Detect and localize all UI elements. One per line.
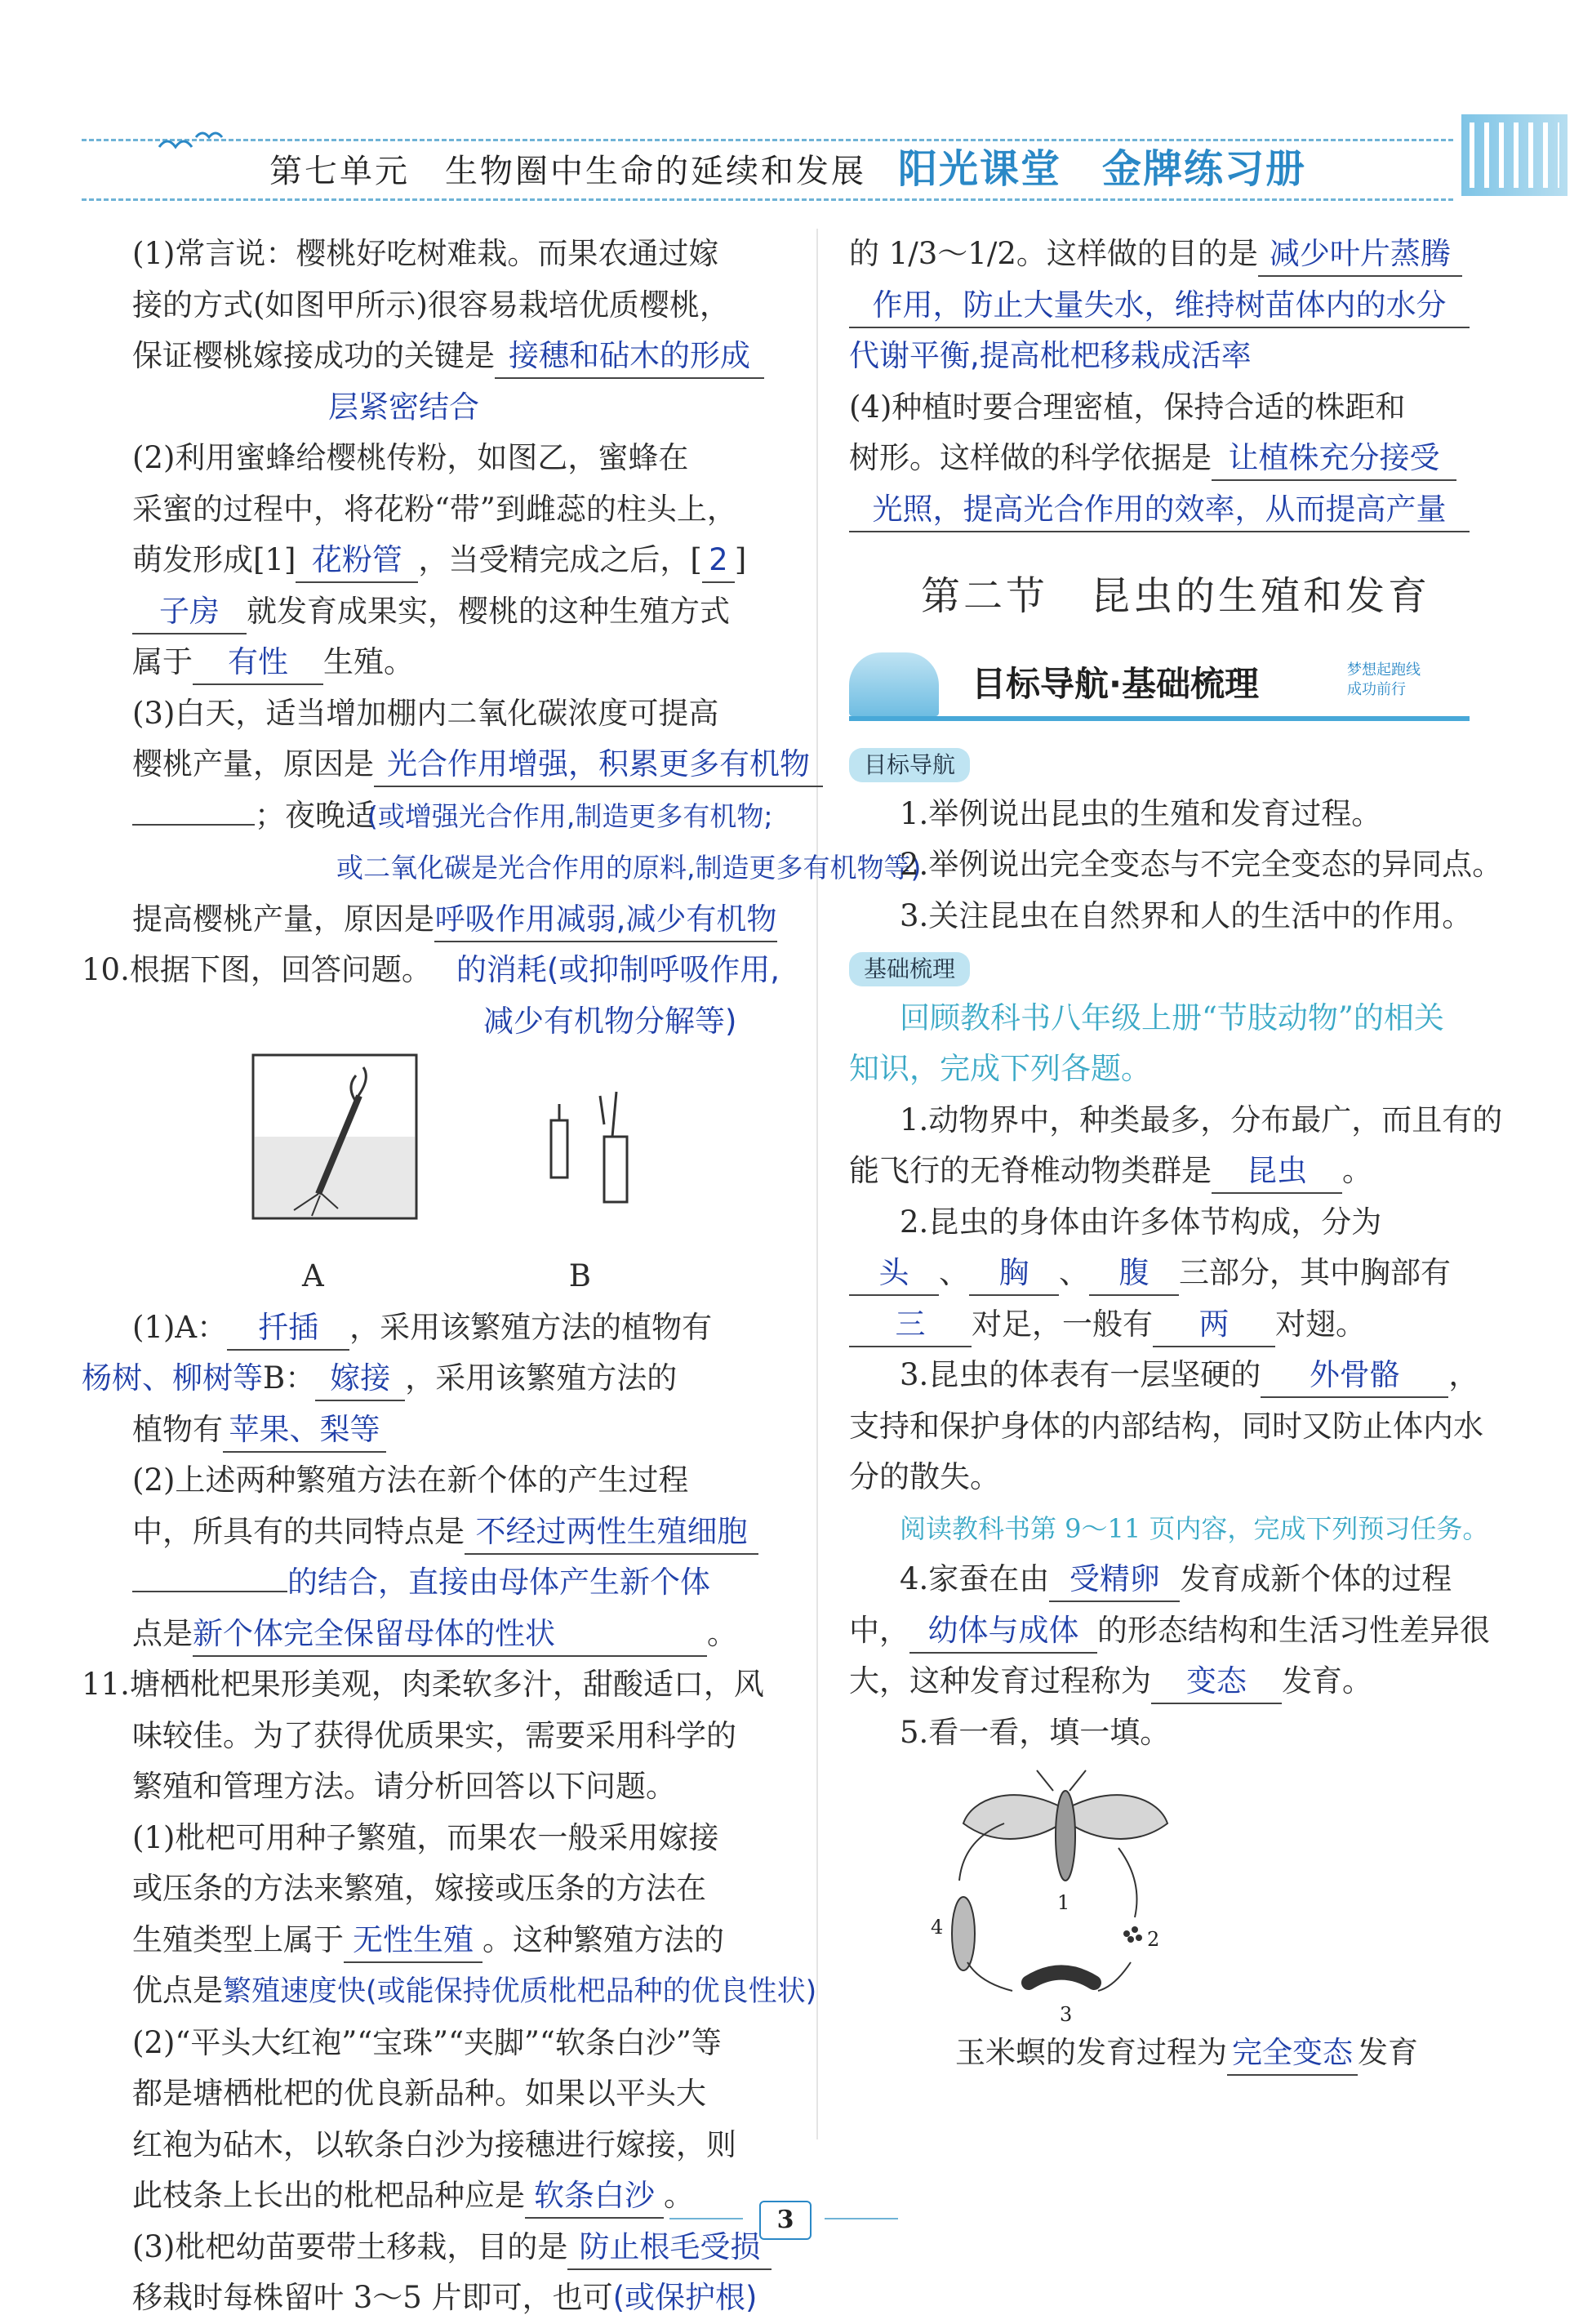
text-line: 三 对足，一般有 两 对翅。: [849, 1299, 1502, 1351]
answer-blank: 子房: [132, 590, 247, 634]
text-line: 优点是繁殖速度快(或能保持优质枇杷品种的优良性状): [132, 1973, 817, 2008]
text-line: ；夜晚适(或增强光合作用,制造更多有机物;: [82, 790, 800, 843]
lifecycle-diagram: [849, 1758, 1502, 2028]
text-line: (1)枇杷可用种子繁殖，而果农一般采用嫁接: [132, 1819, 719, 1855]
basic-tag-line: [849, 942, 1502, 993]
text-line: 10.根据下图，回答问题。 的消耗(或抑制呼吸作用,: [82, 952, 780, 987]
basic-tag: 基础梳理: [849, 952, 970, 986]
text-line: (4)种植时要合理密植，保持合适的株距和: [849, 389, 1406, 425]
series-title: 阳光课堂 金牌练习册: [898, 146, 1307, 192]
answer-blank: 光合作用增强，积累更多有机物: [374, 743, 823, 787]
text-line: 树形。这样做的科学依据是 让植株充分接受: [849, 433, 1502, 484]
text-line: (1)A： 扦插 ，采用该繁殖方法的植物有: [82, 1302, 800, 1354]
header-stripes: [1470, 122, 1559, 188]
text-line: 5.看一看，填一填。: [900, 1714, 1171, 1750]
text-line: 点是新个体完全保留母体的性状 。: [82, 1609, 800, 1660]
birds-icon: [155, 122, 237, 155]
goal-item: 2.举例说出完全变态与不完全变态的异同点。: [900, 847, 1503, 882]
text-line: 接的方式(如图甲所示)很容易栽培优质樱桃，: [132, 287, 730, 323]
answer-blank: 花粉管: [296, 539, 418, 583]
text-line: (2)利用蜜蜂给樱桃传粉，如图乙，蜜蜂在: [132, 440, 689, 475]
text-line: 繁殖和管理方法。请分析回答以下问题。: [132, 1769, 676, 1804]
text-line: 减少有机物分解等): [483, 1003, 737, 1039]
text-line: 味较佳。为了获得优质果实，需要采用科学的: [132, 1717, 736, 1753]
figure-labels: A B: [302, 1258, 591, 1293]
text-line: 生殖类型上属于 无性生殖 。这种繁殖方法的: [82, 1915, 800, 1966]
text-line: 的 1/3～1/2。这样做的目的是 减少叶片蒸腾: [849, 229, 1502, 280]
goal-tag-line: [849, 737, 1502, 789]
page-number: 3: [759, 2201, 812, 2240]
goal-item: 3.关注昆虫在自然界和人的生活中的作用。: [900, 897, 1473, 933]
hint-text: 知识，完成下列各题。: [849, 1051, 1151, 1086]
text-line: 4.家蚕在由 受精卵 发育成新个体的过程: [849, 1554, 1502, 1605]
text-line: 此枝条上长出的枇杷品种应是 软条白沙 。: [82, 2170, 800, 2222]
text-line: 的结合，直接由母体产生新个体: [82, 1557, 800, 1609]
text-line: 支持和保护身体的内部结构，同时又防止体内水: [849, 1408, 1483, 1444]
text-line: 子房 就发育成果实，樱桃的这种生殖方式: [82, 586, 800, 638]
text-line: (2)上述两种繁殖方法在新个体的产生过程: [132, 1463, 689, 1498]
stage-label: 3: [1060, 2003, 1073, 2026]
propagation-figure: [82, 1047, 800, 1251]
text-line: 作用，防止大量失水，维持树苗体内的水分: [849, 280, 1502, 332]
hint-text: 阅读教科书第 9～11 页内容，完成下列预习任务。: [900, 1512, 1489, 1544]
text-line: 能飞行的无脊椎动物类群是 昆虫 。: [849, 1146, 1502, 1197]
column-divider: [816, 229, 818, 2139]
goal-item: 1.举例说出昆虫的生殖和发育过程。: [900, 795, 1382, 831]
figure-caption: 玉米螟的发育过程为 完全变态 发育: [849, 2028, 1502, 2079]
text-line: 1.动物界中，种类最多，分布最广，而且有的: [900, 1102, 1503, 1138]
right-column: [849, 229, 1502, 2079]
text-line: 2.昆虫的身体由许多体节构成，分为: [900, 1204, 1382, 1240]
goal-banner-line: [849, 716, 1470, 721]
answer-text: 层紧密结合: [328, 389, 479, 425]
text-line: 或压条的方法来繁殖，嫁接或压条的方法在: [132, 1871, 706, 1906]
answer-blank: 有性: [193, 641, 323, 685]
figure-q10: [82, 1047, 800, 1251]
hint-text: 回顾教科书八年级上册“节肢动物”的相关: [900, 999, 1444, 1035]
footer-line-left: [669, 2218, 743, 2219]
text-line: 头 、 胸 、 腹 三部分，其中胸部有: [849, 1248, 1502, 1299]
house-icon: [849, 652, 939, 716]
text-line: (3)白天，适当增加棚内二氧化碳浓度可提高: [132, 695, 719, 731]
moth-lifecycle-figure: [849, 1758, 1502, 2028]
text-line: 移栽时每株留叶 3～5 片即可，也可(或保护根): [132, 2280, 758, 2315]
text-line: 中，所具有的共同特点是 不经过两性生殖细胞: [82, 1507, 800, 1558]
stage-label: 2: [1147, 1928, 1160, 1951]
text-line: 采蜜的过程中，将花粉“带”到雌蕊的柱头上，: [132, 491, 737, 527]
stage-label: 4: [931, 1916, 944, 1939]
answer-blank: 2: [702, 539, 735, 583]
text-line: 植物有 苹果、梨等: [82, 1405, 800, 1456]
text-line: 分的散失。: [849, 1459, 1000, 1494]
text-line: 红袍为砧木，以软条白沙为接穗进行嫁接，则: [132, 2126, 736, 2162]
text-line: 11.塘栖枇杷果形美观，肉柔软多汁，甜酸适口，风: [82, 1667, 764, 1702]
text-line: 代谢平衡,提高枇杷移栽成活率: [849, 338, 1252, 373]
text-line: 光照，提高光合作用的效率，从而提高产量: [849, 484, 1502, 536]
text-line: (1)常言说：樱桃好吃树难栽。而果农通过嫁: [132, 236, 719, 271]
text-line: [82, 382, 800, 434]
answer-blank: 呼吸作用减弱,减少有机物: [434, 898, 777, 942]
text-line: 大，这种发育过程称为 变态 发育。: [849, 1656, 1502, 1707]
goal-banner-title: 目标导航·基础梳理: [972, 664, 1259, 704]
goal-banner-slogan: 梦想起跑线 成功前行: [1347, 661, 1421, 698]
unit-title: 第七单元 生物圈中生命的延续和发展: [269, 153, 866, 190]
text-line: 萌发形成[1] 花粉管 ，当受精完成之后，[ 2 ]: [82, 535, 800, 586]
text-line: 都是塘栖枇杷的优良新品种。如果以平头大: [132, 2076, 706, 2111]
text-line: (2)“平头大红袍”“宝珠”“夹脚”“软条白沙”等: [132, 2024, 722, 2060]
footer-line-right: [825, 2218, 898, 2219]
text-line: 中， 幼体与成体 的形态结构和生活习性差异很: [849, 1605, 1502, 1657]
text-line: 3.昆虫的体表有一层坚硬的 外骨骼 ，: [849, 1350, 1502, 1401]
answer-blank: [132, 824, 255, 826]
section-title: 第二节 昆虫的生殖和发育: [920, 573, 1430, 619]
text-line: 樱桃产量，原因是 光合作用增强，积累更多有机物: [82, 739, 800, 790]
text-line: 属于 有性 生殖。: [82, 637, 800, 688]
text-line: 提高樱桃产量，原因是呼吸作用减弱,减少有机物: [82, 894, 800, 946]
stage-label: 1: [1057, 1891, 1070, 1914]
text-line: 保证樱桃嫁接成功的关键是 接穗和砧木的形成: [82, 331, 800, 382]
goal-tag: 目标导航: [849, 748, 970, 782]
answer-blank: 接穗和砧木的形成: [495, 335, 764, 379]
goal-banner: [849, 652, 1502, 726]
text-line: (3)枇杷幼苗要带土移栽，目的是 防止根毛受损: [82, 2222, 800, 2273]
text-line: 杨树、柳树等B： 嫁接 ，采用该繁殖方法的: [82, 1353, 800, 1405]
text-line: 或二氧化碳是光合作用的原料,制造更多有机物等): [336, 852, 922, 884]
